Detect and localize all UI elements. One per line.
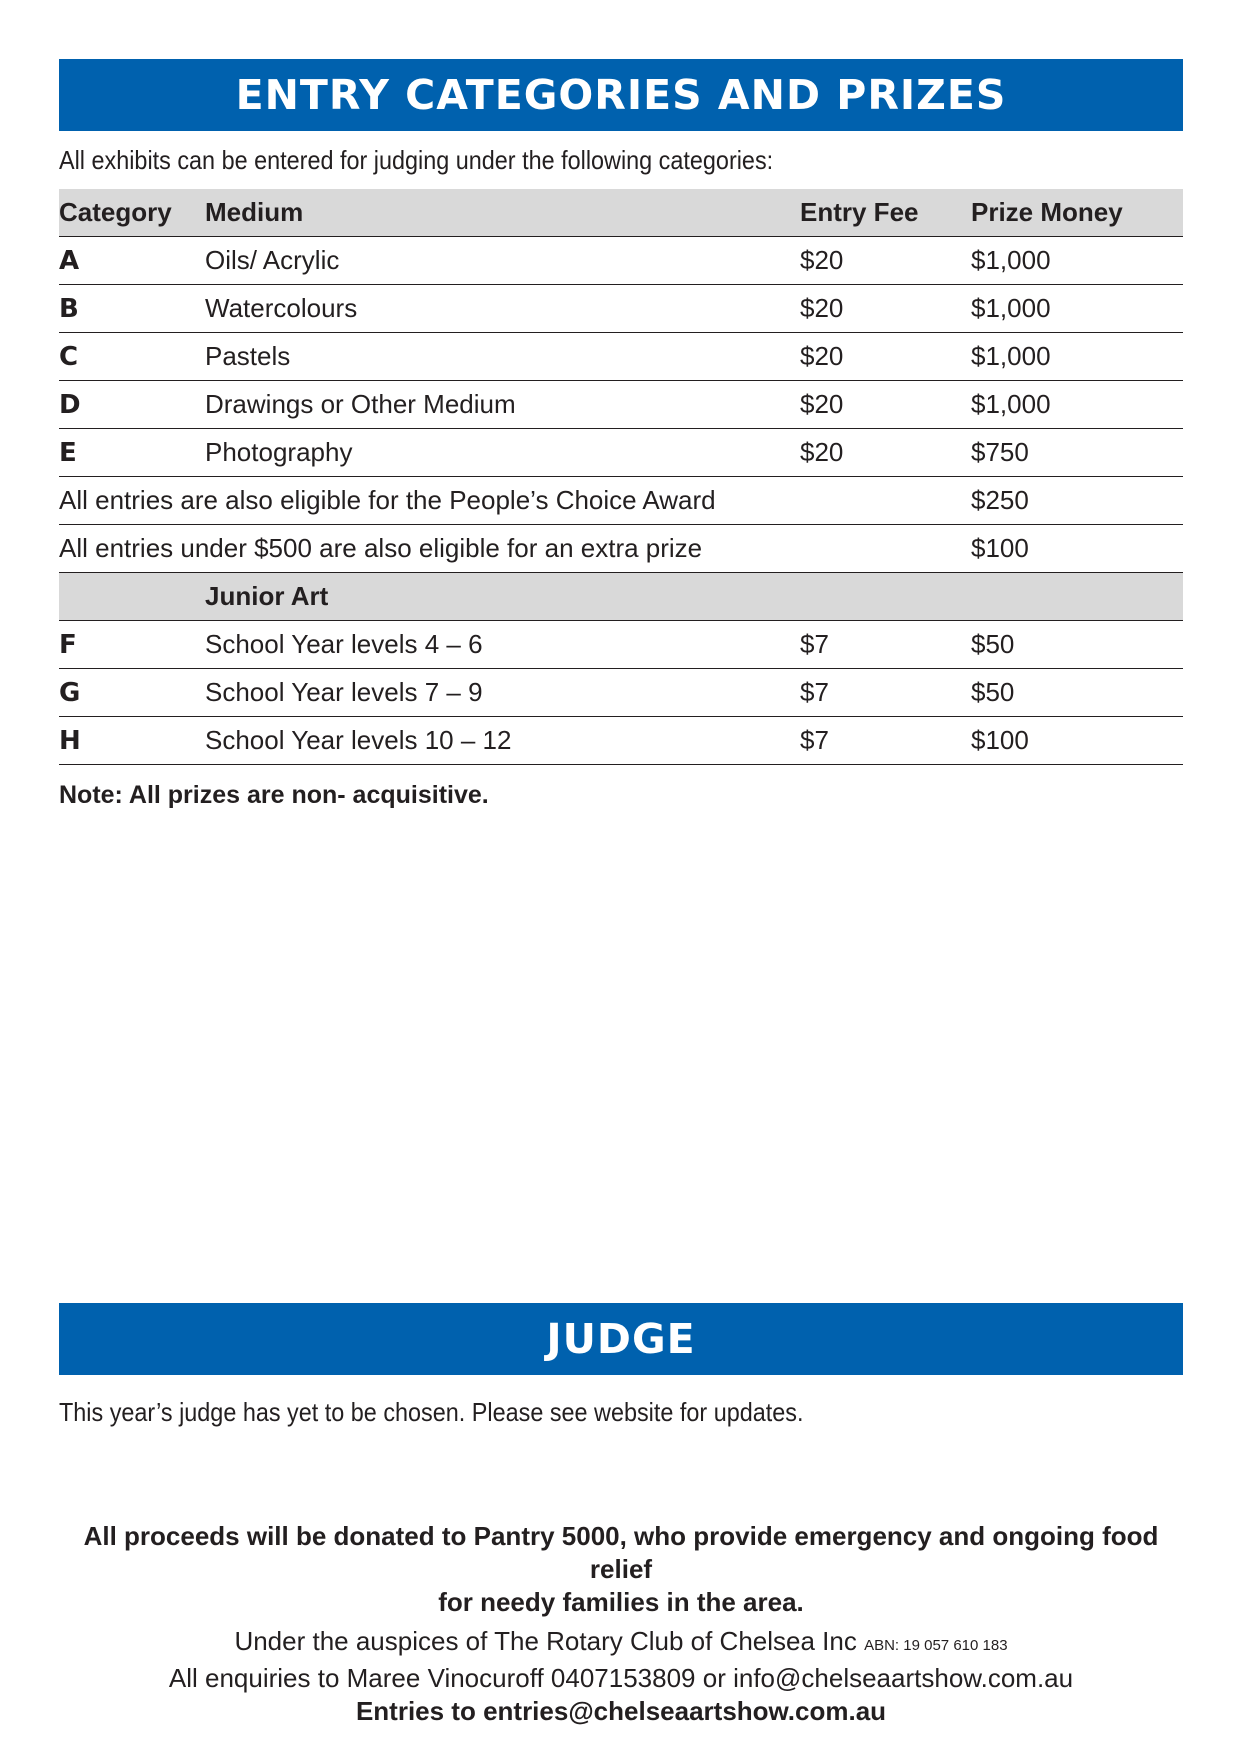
prize-money: $1,000 <box>971 333 1183 381</box>
under-500-row <box>59 525 1183 573</box>
prize-money: $50 <box>971 621 1183 669</box>
judge-title: JUDGE <box>546 1315 696 1363</box>
prize-money: $750 <box>971 429 1183 477</box>
prize-money: $1,000 <box>971 381 1183 429</box>
table-row <box>59 669 1183 717</box>
table-row <box>59 621 1183 669</box>
under-500-text: All entries under $500 are also eligible for an extra prize <box>59 525 971 573</box>
prizes-note: Note: All prizes are non- acquisitive. <box>59 781 489 809</box>
entry-categories-title: ENTRY CATEGORIES AND PRIZES <box>235 71 1007 119</box>
category-code: B <box>59 285 205 333</box>
entry-fee: $20 <box>800 333 971 381</box>
entry-fee: $7 <box>800 621 971 669</box>
medium: School Year levels 10 – 12 <box>205 717 800 765</box>
medium: School Year levels 7 – 9 <box>205 669 800 717</box>
intro-text: All exhibits can be entered for judging under the following categories: <box>59 145 774 175</box>
medium: School Year levels 4 – 6 <box>205 621 800 669</box>
peoples-choice-prize: $250 <box>971 477 1183 525</box>
medium: Oils/ Acrylic <box>205 237 800 285</box>
category-code: H <box>59 717 205 765</box>
enquiries-line: All enquiries to Maree Vinocuroff 0407153809 or info@chelseaartshow.com.au <box>168 1663 1074 1693</box>
header-entry-fee: Entry Fee <box>800 189 971 237</box>
medium: Pastels <box>205 333 800 381</box>
medium: Drawings or Other Medium <box>205 381 800 429</box>
judge-text: This year’s judge has yet to be chosen. Please see website for updates. <box>59 1397 804 1427</box>
peoples-choice-row <box>59 477 1183 525</box>
entry-fee: $20 <box>800 429 971 477</box>
table-header-row <box>59 189 1183 237</box>
entries-email-line: Entries to entries@chelseaartshow.com.au <box>355 1696 887 1726</box>
category-code: D <box>59 381 205 429</box>
header-medium: Medium <box>205 189 800 237</box>
entry-fee: $20 <box>800 285 971 333</box>
prize-money: $100 <box>971 717 1183 765</box>
table-row <box>59 285 1183 333</box>
category-code: G <box>59 669 205 717</box>
entry-fee: $7 <box>800 717 971 765</box>
entry-fee: $20 <box>800 381 971 429</box>
proceeds-line-2: for needy families in the area. <box>438 1587 804 1617</box>
table-row <box>59 381 1183 429</box>
table-row <box>59 333 1183 381</box>
medium: Watercolours <box>205 285 800 333</box>
auspices-line <box>59 1625 1183 1662</box>
table-row <box>59 237 1183 285</box>
judge-banner <box>59 1303 1183 1375</box>
entry-fee: $7 <box>800 669 971 717</box>
under-500-prize: $100 <box>971 525 1183 573</box>
junior-art-heading: Junior Art <box>205 573 800 621</box>
category-code: E <box>59 429 205 477</box>
peoples-choice-text: All entries are also eligible for the People’s Choice Award <box>59 477 971 525</box>
footer <box>59 1520 1183 1728</box>
header-prize-money: Prize Money <box>971 189 1183 237</box>
prize-money: $50 <box>971 669 1183 717</box>
header-category: Category <box>59 189 205 237</box>
junior-art-heading-row <box>59 573 1183 621</box>
prize-money: $1,000 <box>971 285 1183 333</box>
category-code: F <box>59 621 205 669</box>
prize-money: $1,000 <box>971 237 1183 285</box>
entry-fee: $20 <box>800 237 971 285</box>
auspices-text: Under the auspices of The Rotary Club of Chelsea Inc <box>234 1626 857 1656</box>
table-row <box>59 429 1183 477</box>
category-code: C <box>59 333 205 381</box>
category-code: A <box>59 237 205 285</box>
proceeds-line-1: All proceeds will be donated to Pantry 5000, who provide emergency and ongoing food relief <box>83 1521 1159 1584</box>
abn-text: ABN: 19 057 610 183 <box>864 1637 1008 1654</box>
medium: Photography <box>205 429 800 477</box>
entry-categories-banner <box>59 59 1183 131</box>
table-row <box>59 717 1183 765</box>
prizes-table <box>59 189 1183 765</box>
